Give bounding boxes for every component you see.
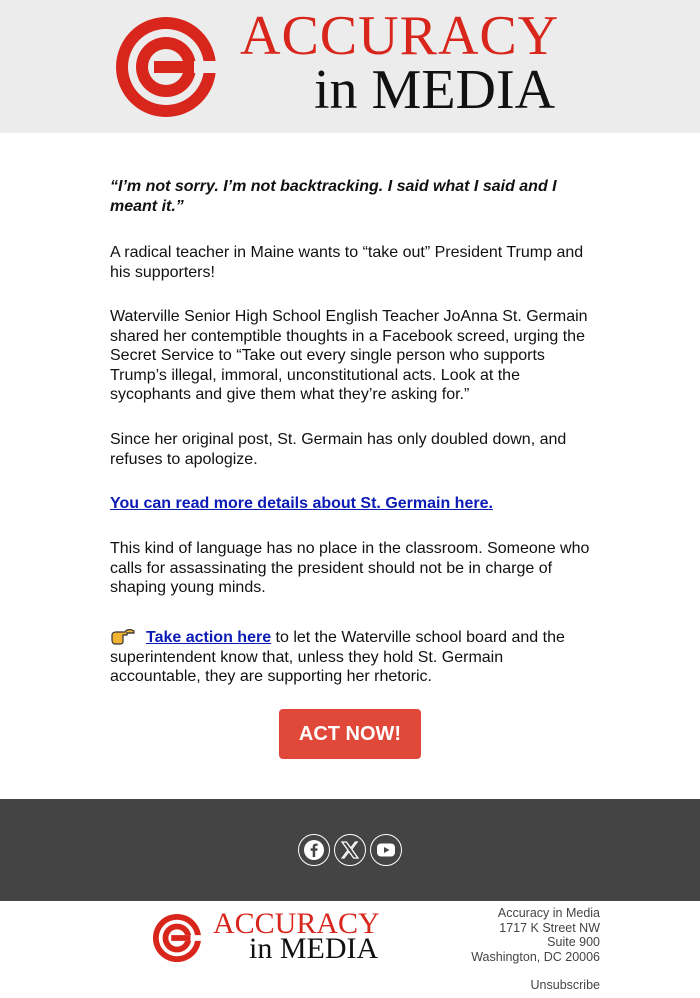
unsubscribe-link[interactable]: Unsubscribe — [530, 978, 600, 992]
logo-text-in-media: in MEDIA — [314, 59, 556, 121]
footer-logo-accuracy: ACCURACY — [213, 907, 380, 940]
read-more-link[interactable]: You can read more details about St. Germain here. — [110, 495, 493, 512]
address-city: Washington, DC 20006 — [471, 949, 600, 964]
footer-logo-icon — [152, 913, 202, 963]
facebook-icon[interactable] — [298, 834, 330, 866]
footer-address — [471, 906, 600, 964]
logo-text-accuracy: ACCURACY — [240, 5, 560, 67]
act-now-button[interactable]: ACT NOW! — [279, 709, 421, 759]
pointing-hand-icon — [110, 627, 136, 645]
address-suite: Suite 900 — [547, 935, 600, 949]
aim-logo-icon — [114, 15, 218, 119]
read-more-paragraph — [110, 494, 592, 514]
address-org: Accuracy in Media — [497, 906, 600, 920]
take-action-text: to let the Waterville school board and the superintendent know that, unless they hold St. Germain accountable, they are supporting her rhetoric. — [110, 629, 565, 685]
take-action-paragraph — [110, 627, 592, 687]
youtube-icon[interactable] — [370, 834, 402, 866]
address-street: 1717 K Street NW — [499, 920, 600, 935]
paragraph-doubled-down: Since her original post, St. Germain has only doubled down, and refuses to apologize. — [110, 431, 567, 468]
footer-logo-in-media: in MEDIA — [249, 932, 379, 965]
opening-quote: “I’m not sorry. I’m not backtracking. I said what I said and I meant it.” — [110, 178, 557, 215]
paragraph-classroom: This kind of language has no place in the classroom. Someone who calls for assassinating the president should not be in charge of shaping young minds. — [110, 540, 590, 596]
paragraph-intro: A radical teacher in Maine wants to “take out” President Trump and his supporters! — [110, 244, 584, 281]
x-icon[interactable] — [334, 834, 366, 866]
paragraph-details: Waterville Senior High School English Teacher JoAnna St. Germain shared her contemptible thoughts in a Facebook screed, urging the Secret Service to “Take out every single person who supports Trump’s illegal, immoral, unconstitutional acts. Look at the sycophants and give them what they’re asking for.” — [110, 308, 588, 403]
take-action-link[interactable]: Take action here — [146, 629, 272, 646]
email-header — [0, 0, 700, 133]
